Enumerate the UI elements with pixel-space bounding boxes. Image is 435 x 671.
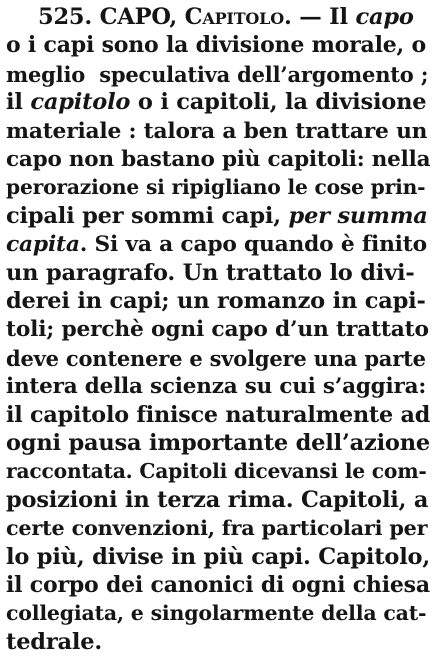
text-segment: o i capitoli, la divisione xyxy=(130,89,427,116)
text-segment: un paragrafo. Un trattato lo divi- xyxy=(6,259,415,286)
text-line xyxy=(6,87,430,118)
text-line xyxy=(6,229,430,260)
italic-term: capitolo xyxy=(30,89,131,116)
text-line xyxy=(6,343,430,374)
text-line xyxy=(6,513,430,544)
italic-term: capita xyxy=(6,232,80,258)
entry-heading-line xyxy=(38,2,430,33)
text-segment: 525. CAPO, xyxy=(38,4,185,30)
text-segment: capo non bastano più capitoli: nella xyxy=(6,147,431,172)
text-line xyxy=(6,30,430,61)
small-caps-term: Capitolo xyxy=(184,4,284,30)
text-line xyxy=(6,201,430,232)
italic-term: capo xyxy=(355,4,414,30)
text-segment: perorazione si ripigliano le cose prin- xyxy=(6,175,426,200)
text-segment: posizioni in terza rima. Capitoli, a xyxy=(6,486,429,513)
text-segment: raccontata. Capitoli dicevansi le com- xyxy=(6,459,427,484)
text-line xyxy=(6,428,430,459)
text-segment: deve contenere e svolgere una parte xyxy=(6,345,426,371)
text-segment: lo più, divise in più capi. Capitolo, xyxy=(6,543,431,570)
text-line xyxy=(6,456,430,487)
text-line xyxy=(6,598,430,629)
text-segment: intera della scienza su cui s’aggira: xyxy=(6,374,427,400)
text-line xyxy=(6,116,430,147)
text-segment: o i capi sono la divisione morale, o xyxy=(6,32,426,59)
text-segment: collegiata, e singolarmente della cat- xyxy=(6,601,427,626)
text-line xyxy=(6,144,430,175)
text-segment: certe convenzioni, fra particolari per xyxy=(6,516,428,541)
italic-term: per summa xyxy=(288,202,428,229)
text-line xyxy=(6,59,430,90)
text-segment: meglio speculativa dell’argomento ; xyxy=(6,61,429,87)
text-line xyxy=(6,400,430,431)
text-line xyxy=(6,627,430,658)
text-segment: il corpo dei canonici di ogni chiesa xyxy=(6,572,430,598)
text-segment: . Si va a capo quando è finito xyxy=(79,232,427,258)
text-segment: cipali per sommi capi, xyxy=(6,202,289,229)
text-segment: materiale : talora a ben trattare un xyxy=(6,118,428,144)
text-segment: il capitolo finisce naturalmente ad xyxy=(6,401,431,428)
text-segment: ogni pausa importante dell’azione xyxy=(6,430,431,456)
text-segment: il xyxy=(6,89,31,116)
text-segment: derei in capi; un romanzo in capi- xyxy=(6,288,426,314)
text-line xyxy=(6,172,430,203)
text-line xyxy=(6,258,430,289)
text-line xyxy=(6,485,430,516)
text-segment: tedrale. xyxy=(6,628,102,655)
text-line xyxy=(6,542,430,573)
text-segment: . — Il xyxy=(283,4,356,30)
text-line xyxy=(6,286,430,317)
text-segment: toli; perchè ogni capo d’un trattato xyxy=(6,317,429,343)
text-line xyxy=(6,371,430,402)
text-line xyxy=(6,314,430,345)
text-line xyxy=(6,570,430,601)
